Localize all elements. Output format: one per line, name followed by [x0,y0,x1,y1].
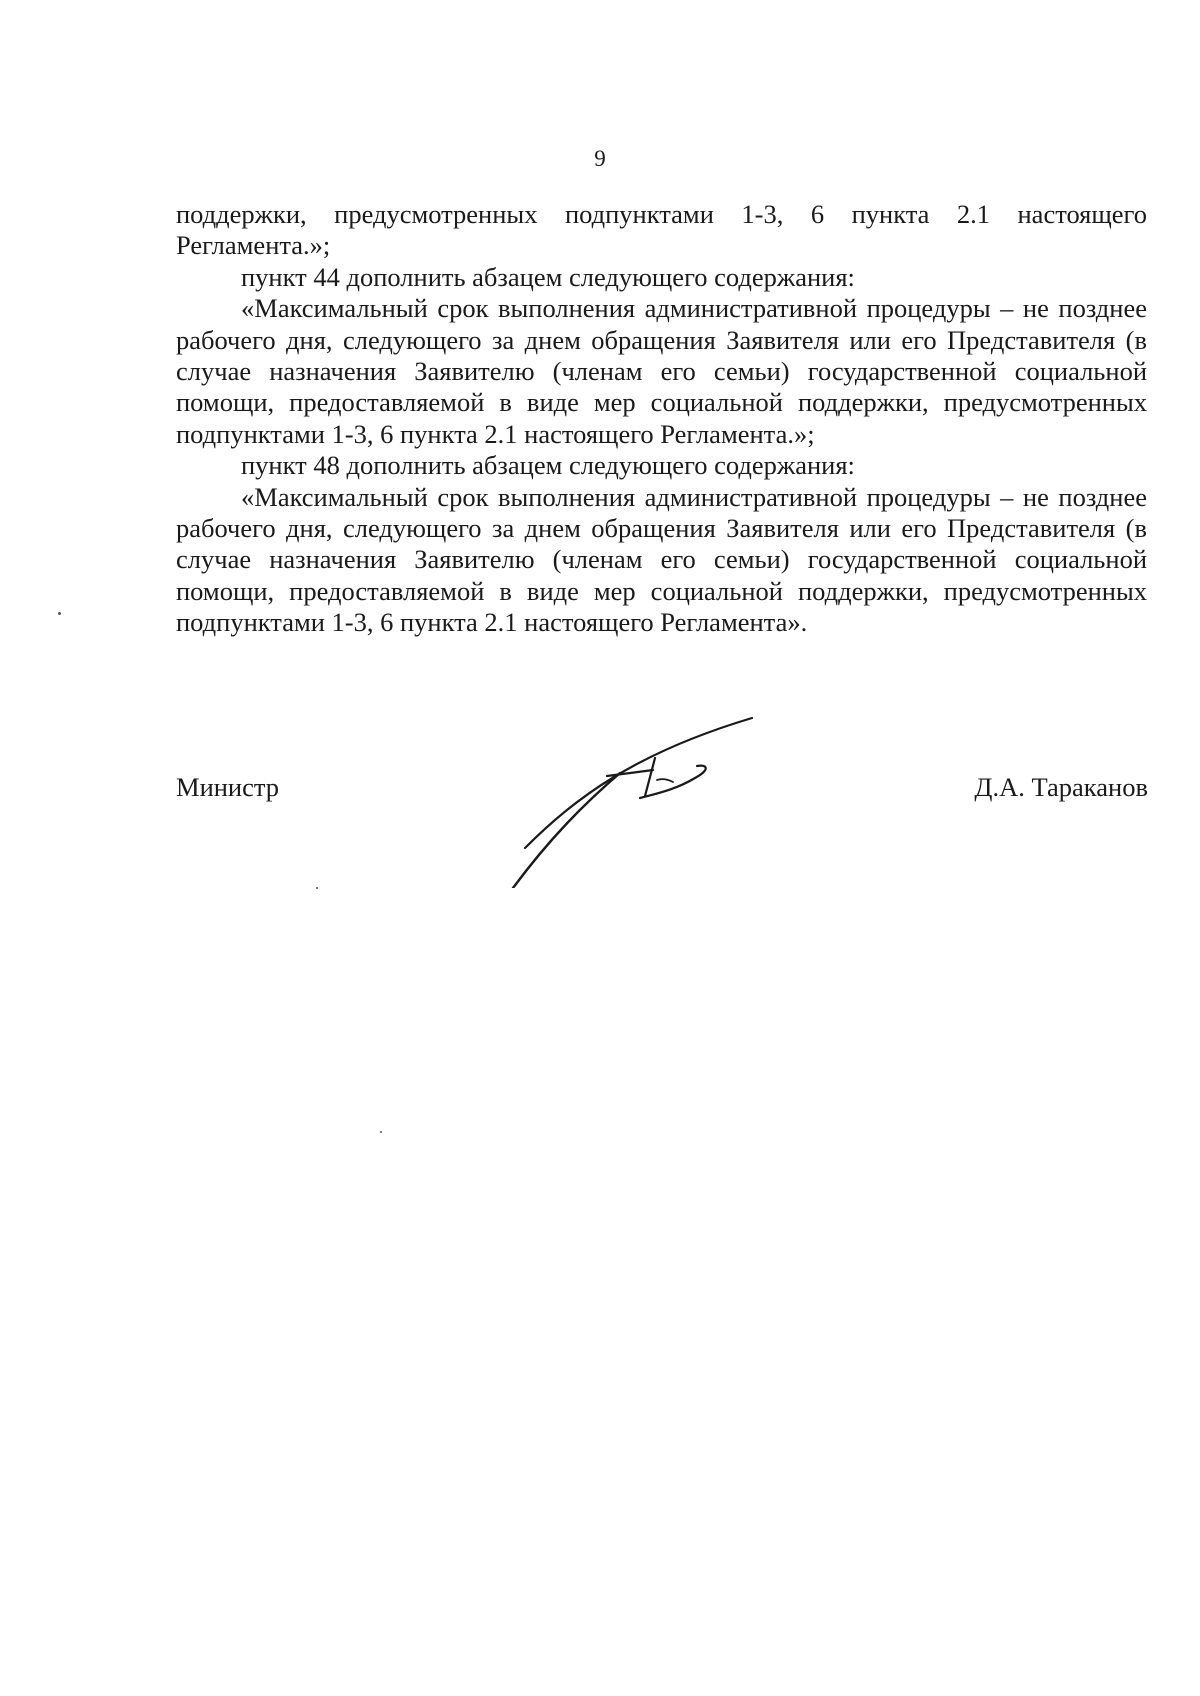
paragraph-continuation: поддержки, предусмотренных подпунктами 1-3, 6 пункта 2.1 настоящего Регламента.»; [176,199,1147,261]
paragraph-amendment-48: пункт 48 дополнить абзацем следующего содержания: [241,450,855,481]
paragraph-quote-48: «Максимальный срок выполнения административной процедуры – не позднее рабочего дня, следующего за днем обращения Заявителя или его Представителя (в случае назначения Заявителю (членам его семьи) государственной социальной помощи, предоставляемой в виде мер социальной поддержки, предусмотренных подпунктами 1-3, 6 пункта 2.1 настоящего Регламента». [176,481,1147,638]
document-body [176,199,1147,639]
paragraph-quote-44: «Максимальный срок выполнения административной процедуры – не позднее рабочего дня, следующего за днем обращения Заявителя или его Представителя (в случае назначения Заявителю (членам его семьи) государственной социальной помощи, предоставляемой в виде мер социальной поддержки, предусмотренных подпунктами 1-3, 6 пункта 2.1 настоящего Регламента.»; [176,293,1147,449]
signatory-name: Д.А. Тараканов [974,772,1148,802]
scan-speck [380,1131,382,1133]
signatory-title: Министр [176,772,280,802]
handwritten-signature-icon [505,708,755,888]
scan-speck [58,612,61,615]
scan-speck [316,887,318,889]
page-number: 9 [594,146,606,171]
paragraph-amendment-44: пункт 44 дополнить абзацем следующего содержания: [241,261,855,292]
